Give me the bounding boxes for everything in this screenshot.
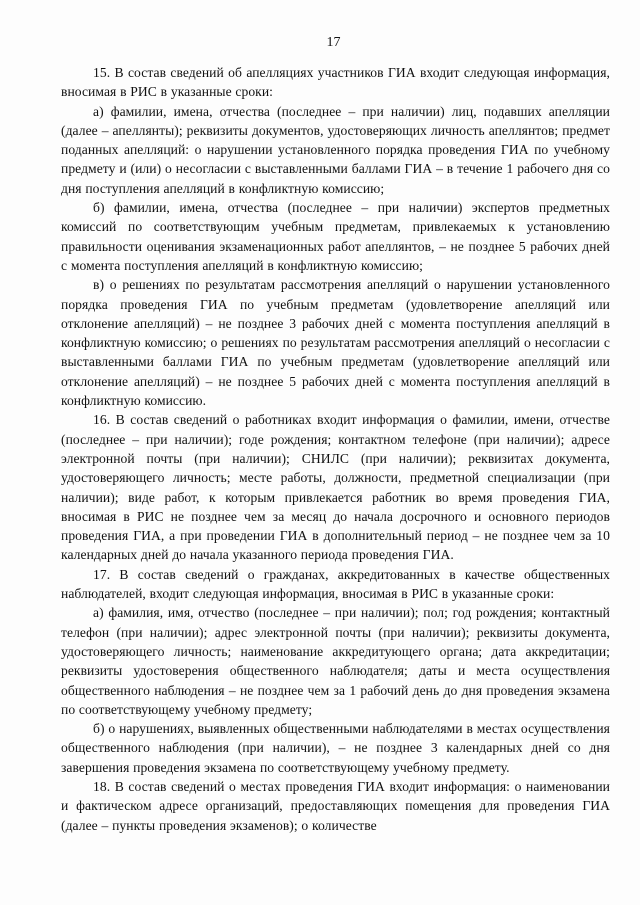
page-number: 17 — [326, 35, 341, 50]
paragraph-15-v: в) о решениях по результатам рассмотрения апелляций о нарушении установленного порядка проведения ГИА по учебным предметам (удовлетворение апелляций или отклонение апелляций) – не позднее 3 рабочих дней с момента поступления апелляций в конфликтную комиссию; о решениях по результатам рассмотрения апелляций о несогласии с выставленными баллами ГИА по учебным предметам (удовлетворение апелляций или отклонение апелляций) – не позднее 5 рабочих дней с момента поступления апелляций в конфликтную комиссию. — [61, 277, 610, 409]
paragraph-15-b: б) фамилии, имена, отчества (последнее – при наличии) экспертов предметных комиссий по соответствующим учебным предметам, привлекаемых к установлению правильности оценивания экзаменационных работ апеллянтов, – не позднее 5 рабочих дней с момента поступления апелляций в конфликтную комиссию; — [61, 200, 610, 273]
paragraph-18: 18. В состав сведений о местах проведения ГИА входит информация: о наименовании и фактическом адресе организаций, предоставляющих помещения для проведения ГИА (далее – пункты проведения экзаменов); о количестве — [61, 778, 610, 833]
paragraph-17-intro: 17. В состав сведений о гражданах, аккредитованных в качестве общественных наблюдателей, входит следующая информация, вносимая в РИС в указанные сроки: — [61, 566, 610, 602]
paragraph-15-a: а) фамилии, имена, отчества (последнее – при наличии) лиц, подавших апелляции (далее – апеллянты); реквизиты документов, удостоверяющих личность апеллянтов; предмет поданных апелляций: о нарушении установленного порядка проведения ГИА по учебному предмету и (или) о несогласии с выставленными баллами ГИА – в течение 1 рабочего дня со дня поступления апелляций в конфликтную комиссию; — [61, 103, 610, 196]
paragraph-16: 16. В состав сведений о работниках входит информация о фамилии, имени, отчестве (последнее – при наличии); годе рождения; контактном телефоне (при наличии); адресе электронной почты (при наличии); СНИЛС (при наличии); реквизитах документа, удостоверяющего личность; месте работы, должности, предметной специализации (при наличии); виде работ, к которым привлекается работник во время проведения ГИА, вносимая в РИС не позднее чем за месяц до начала досрочного и основного периодов проведения ГИА, а при проведении ГИА в дополнительный период – не позднее чем за 10 календарных дней до начала указанного периода проведения ГИА. — [61, 412, 610, 563]
paragraph-17-a: а) фамилия, имя, отчество (последнее – при наличии); пол; год рождения; контактный телефон (при наличии); адрес электронной почты (при наличии); реквизиты документа, удостоверяющего личность; наименование аккредитующего органа; дата аккредитации; реквизиты удостоверения общественного наблюдателя; даты и места осуществления общественного наблюдения – не позднее чем за 1 рабочий день до дня проведения экзамена по соответствующему учебному предмету; — [61, 605, 610, 717]
paragraph-17-b: б) о нарушениях, выявленных общественными наблюдателями в местах осуществления общественного наблюдения (при наличии), – не позднее 3 календарных дней со дня завершения проведения экзамена по соответствующему учебному предмету. — [61, 721, 610, 775]
paragraph-15-intro: 15. В состав сведений об апелляциях участников ГИА входит следующая информация, вносимая в РИС в указанные сроки: — [61, 65, 610, 100]
